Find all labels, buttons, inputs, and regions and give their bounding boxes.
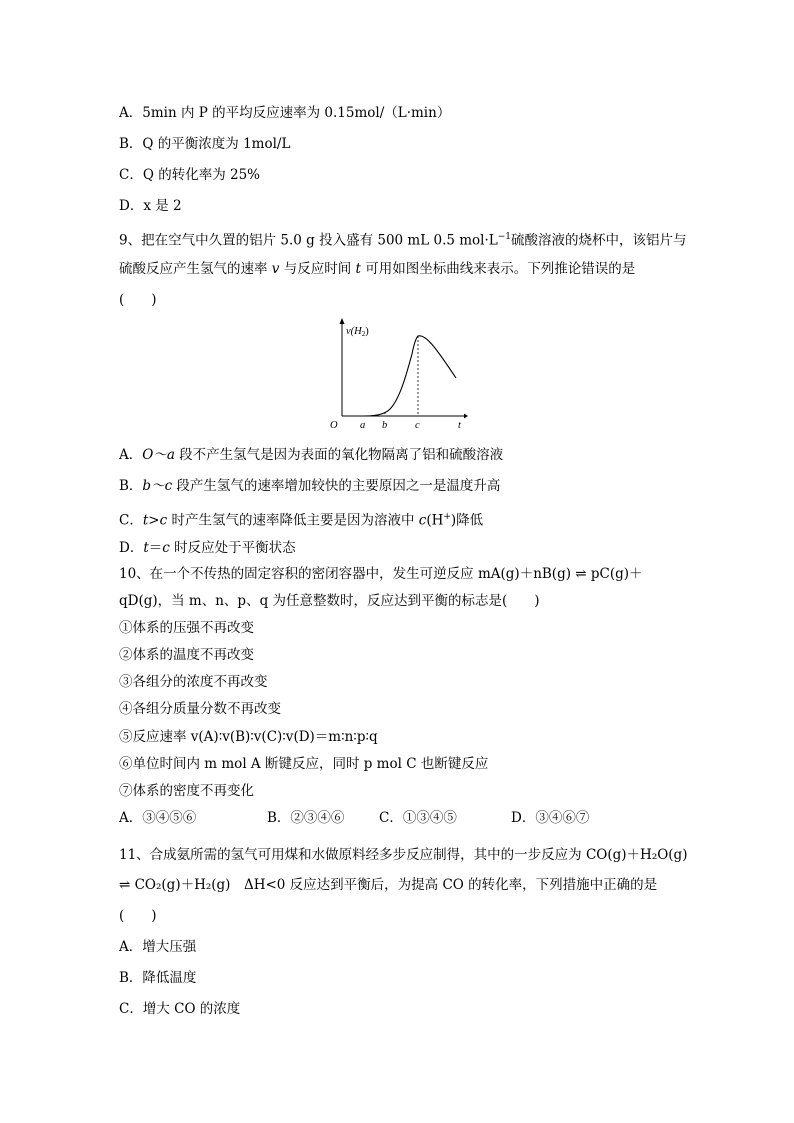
q10-item-1: ①体系的压强不再改变 bbox=[119, 620, 254, 636]
q9-opt-d-text: 时反应处于平衡状态 bbox=[169, 540, 296, 556]
y-axis-label: v(H2) bbox=[346, 326, 369, 338]
q8-option-a: A．5min 内 P 的平均反应速率为 0.15mol/（L·min） bbox=[119, 105, 451, 121]
q10-item-3: ③各组分的浓度不再改变 bbox=[119, 674, 268, 690]
q9-option-c bbox=[119, 509, 483, 529]
tick-label-c: c bbox=[415, 420, 420, 431]
q9-option-b bbox=[119, 478, 500, 494]
q9-line2-text: 硫酸反应产生氢气的速率 bbox=[119, 261, 272, 277]
q10-item-5: ⑤反应速率 v(A)∶v(B)∶v(C)∶v(D)＝m∶n∶p∶q bbox=[119, 729, 378, 745]
tick-label-b: b bbox=[382, 420, 388, 431]
q8-option-b: B．Q 的平衡浓度为 1mol/L bbox=[119, 136, 291, 152]
q9-option-d bbox=[119, 540, 296, 556]
q9-opt-c-var: c bbox=[418, 512, 427, 529]
x-axis-label: t bbox=[458, 420, 461, 431]
q9-opt-c-text: 时产生氢气的速率降低主要是因为溶液中 bbox=[167, 512, 419, 529]
q10-option-a: A．③④⑤⑥ bbox=[119, 810, 197, 826]
q11-answer-blank: ( ) bbox=[119, 908, 157, 924]
q9-option-a bbox=[119, 447, 503, 463]
q11-option-b: B．降低温度 bbox=[119, 970, 197, 986]
y-axis-arrow bbox=[340, 318, 345, 324]
rate-curve bbox=[364, 336, 456, 416]
origin-label: O bbox=[330, 420, 338, 431]
q9-opt-d-letter: D． bbox=[119, 540, 144, 556]
q11-stem-line1: 11、合成氨所需的氢气可用煤和水做原料经多步反应制得，其中的一步反应为 CO(g)＋H₂O(g) bbox=[119, 847, 688, 863]
q11-stem-line2: ⇌ CO₂(g)＋H₂(g) ΔH<0 反应达到平衡后，为提高 CO 的转化率，下列措施中正确的是 bbox=[119, 877, 658, 893]
q10-item-2: ②体系的温度不再改变 bbox=[119, 647, 254, 663]
tick-label-a: a bbox=[360, 420, 366, 431]
q9-opt-b-range: b～c bbox=[142, 478, 173, 494]
q10-stem-line2: qD(g)，当 m、n、p、q 为任意整数时，反应达到平衡的标志是( ) bbox=[119, 593, 540, 609]
x-axis-arrow bbox=[464, 414, 468, 419]
q9-var-v: v bbox=[271, 261, 280, 277]
q9-answer-blank: ( ) bbox=[119, 292, 157, 308]
q9-opt-c-cond: t>c bbox=[142, 512, 168, 529]
q9-opt-b-letter: B． bbox=[119, 478, 143, 494]
q11-option-c: C．增大 CO 的浓度 bbox=[119, 1001, 241, 1017]
q9-opt-c-end: )降低 bbox=[450, 512, 484, 529]
q10-item-4: ④各组分质量分数不再改变 bbox=[119, 701, 281, 717]
q9-opt-a-text: 段不产生氢气是因为表面的氧化物隔离了铝和硫酸溶液 bbox=[174, 447, 504, 463]
q11-option-a: A．增大压强 bbox=[119, 939, 197, 955]
q9-opt-c-sup: + bbox=[443, 512, 451, 522]
q9-opt-c-letter: C． bbox=[119, 512, 143, 529]
q9-opt-d-var-t: t bbox=[143, 540, 149, 556]
q9-stem-line1 bbox=[119, 229, 687, 249]
q9-opt-c-ion: (H bbox=[426, 512, 444, 529]
rate-time-graph bbox=[326, 316, 468, 432]
q10-option-d: D．③④⑥⑦ bbox=[511, 810, 590, 826]
q9-opt-a-range: O～a bbox=[142, 447, 175, 463]
q9-opt-d-eq: ＝ bbox=[148, 540, 163, 556]
q9-stem-sup: −1 bbox=[497, 232, 512, 242]
q9-var-t: t bbox=[355, 261, 361, 277]
q9-line2-text2: 与反应时间 bbox=[279, 261, 356, 277]
q10-option-c: C．①③④⑤ bbox=[379, 810, 457, 826]
q8-option-c: C．Q 的转化率为 25% bbox=[119, 167, 260, 183]
q10-stem-line1: 10、在一个不传热的固定容积的密闭容器中，发生可逆反应 mA(g)＋nB(g) ⇌ pC(g)＋ bbox=[119, 566, 643, 582]
q9-stem-line2 bbox=[119, 261, 635, 277]
q9-line2-text3: 可用如图坐标曲线来表示。下列推论错误的是 bbox=[360, 261, 636, 277]
q10-item-7: ⑦体系的密度不再变化 bbox=[119, 783, 254, 799]
q10-option-b: B．②③④⑥ bbox=[267, 810, 345, 826]
q9-stem-text: 9、把在空气中久置的铝片 5.0 g 投入盛有 500 mL 0.5 mol·L bbox=[119, 232, 498, 249]
q10-item-6: ⑥单位时间内 m mol A 断键反应，同时 p mol C 也断键反应 bbox=[119, 756, 489, 772]
q8-option-d: D．x 是 2 bbox=[119, 198, 182, 214]
q9-stem-text2: 硫酸溶液的烧杯中，该铝片与 bbox=[511, 232, 687, 249]
q9-opt-b-text: 段产生氢气的速率增加较快的主要原因之一是温度升高 bbox=[172, 478, 501, 494]
q9-opt-a-letter: A． bbox=[119, 447, 143, 463]
q9-opt-d-var-c: c bbox=[162, 540, 170, 556]
